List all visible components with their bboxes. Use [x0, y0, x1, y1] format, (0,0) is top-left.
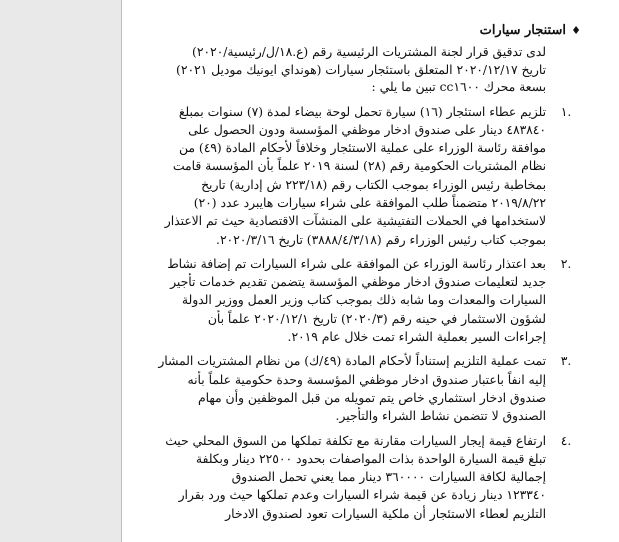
intro-line: لدى تدقيق قرار لجنة المشتريات الرئيسية رقم (ع.١٨/ل/رئيسية/٢٠٢٠) [192, 45, 546, 59]
text-line: تلزيم عطاء استئجار (١٦) سيارة تحمل لوحة بيضاء لمدة (٧) سنوات بمبلغ [178, 104, 546, 119]
text-line: لاستخدامها في الحملات التفتيشية على المنشآت الاقتصادية حيث تم الاعتذار [164, 214, 546, 229]
document-body [138, 16, 586, 523]
text-line: بموجب كتاب رئيس الوزراء رقم (٣٨٨٨/٤/٣/١٨) تاريخ ٢٠٢٠/٣/١٦. [216, 232, 546, 247]
text-line: السيارات والمعدات وما شابه ذلك بموجب كتاب وزير العمل ووزير الدولة [181, 293, 546, 308]
text-line: ٤٨٣٨٤٠ دينار على صندوق ادخار موظفي المؤسسة ودون الحصول على [188, 122, 546, 137]
list-item-text [138, 255, 546, 346]
text-line: لشؤون الاستثمار في حينه رقم (٢٠٢٠/٣) تاريخ ٢٠٢٠/١٢/١ علماً بأن [207, 311, 546, 326]
list-item [138, 255, 586, 346]
text-line: إجراءات السير بعملية الشراء تمت خلال عام ٢٠١٩. [287, 330, 546, 345]
list-item [138, 103, 586, 249]
list-item [138, 432, 586, 523]
text-line: إليه انفاً باعتبار صندوق ادخار موظفي المؤسسة وحدة حكومية علماً بأنه [187, 372, 546, 387]
list-item-number: .٤ [560, 433, 572, 448]
intro-line: بسعة محرك cc١٦٠٠ تبين ما يلي : [371, 80, 546, 94]
list-item-number: .٣ [560, 354, 572, 369]
list-item-text [138, 352, 546, 425]
list-item-text [138, 103, 546, 249]
text-line: ١٢٣٣٤٠ دينار زيادة عن قيمة شراء السيارات وعدم تملكها حيث ورد بقرار [178, 488, 546, 503]
list-item [138, 352, 586, 425]
text-line: موافقة رئاسة الوزراء على عملية الاستئجار وخلافاً لأحكام المادة (٤٩) من [179, 141, 546, 156]
text-line: تبلغ قيمة السيارة الواحدة بذات المواصفات بحدود ٢٢٥٠٠ دينار وبكلفة [195, 451, 546, 466]
text-line: ٢٠١٩/٨/٢٢ متضمناً طلب الموافقة على شراء سيارات هايبرد عدد (٢٠) [193, 195, 546, 210]
list-item-number: .١ [560, 104, 572, 119]
text-line: تمت عملية التلزيم إستناداً لأحكام المادة (٤٩/ك) من نظام المشتريات المشار [158, 354, 546, 369]
text-line: بعد اعتذار رئاسة الوزراء عن الموافقة على شراء السيارات تم إضافة نشاط [167, 256, 546, 271]
text-line: التلزيم لعطاء الاستئجار أن ملكية السيارات تعود لصندوق الادخار [225, 506, 546, 521]
document-page [121, 0, 619, 542]
text-line: جديد لتعليمات صندوق ادخار موظفي المؤسسة يتضمن تقديم خدمات تأجير [170, 275, 546, 290]
text-line: صندوق ادخار استثماري خاص يتم تمويله من قبل الموظفين وأن مهام [198, 390, 546, 405]
intro-paragraph [138, 44, 586, 97]
section-heading [138, 16, 586, 44]
text-line: بمخاطبة رئيس الوزراء بموجب الكتاب رقم (٢٢٣/١٨ ش إدارية) تاريخ [201, 177, 546, 192]
text-line: إجمالية لكافة السيارات ٣٦٠٠٠٠ دينار مما يعني تحمل الصندوق [231, 470, 546, 485]
list-item-number: .٢ [560, 256, 572, 271]
section-title: استنجار سيارات [479, 22, 566, 38]
text-line: الصندوق لا تتضمن نشاط الشراء والتأجير. [335, 409, 546, 424]
intro-line: تاريخ ٢٠٢٠/١٢/١٧ المتعلق باستئجار سيارات (هونداي ايونيك موديل ٢٠٢١) [176, 62, 546, 77]
text-line: نظام المشتريات الحكومية رقم (٢٨) لسنة ٢٠١٩ علماً بأن المؤسسة قامت [172, 159, 546, 174]
list-item-text [138, 432, 546, 523]
text-line: ارتفاع قيمة إيجار السيارات مقارنة مع تكلفة تملكها من السوق المحلي حيث [165, 433, 546, 448]
diamond-bullet-icon: ♦ [571, 23, 581, 37]
